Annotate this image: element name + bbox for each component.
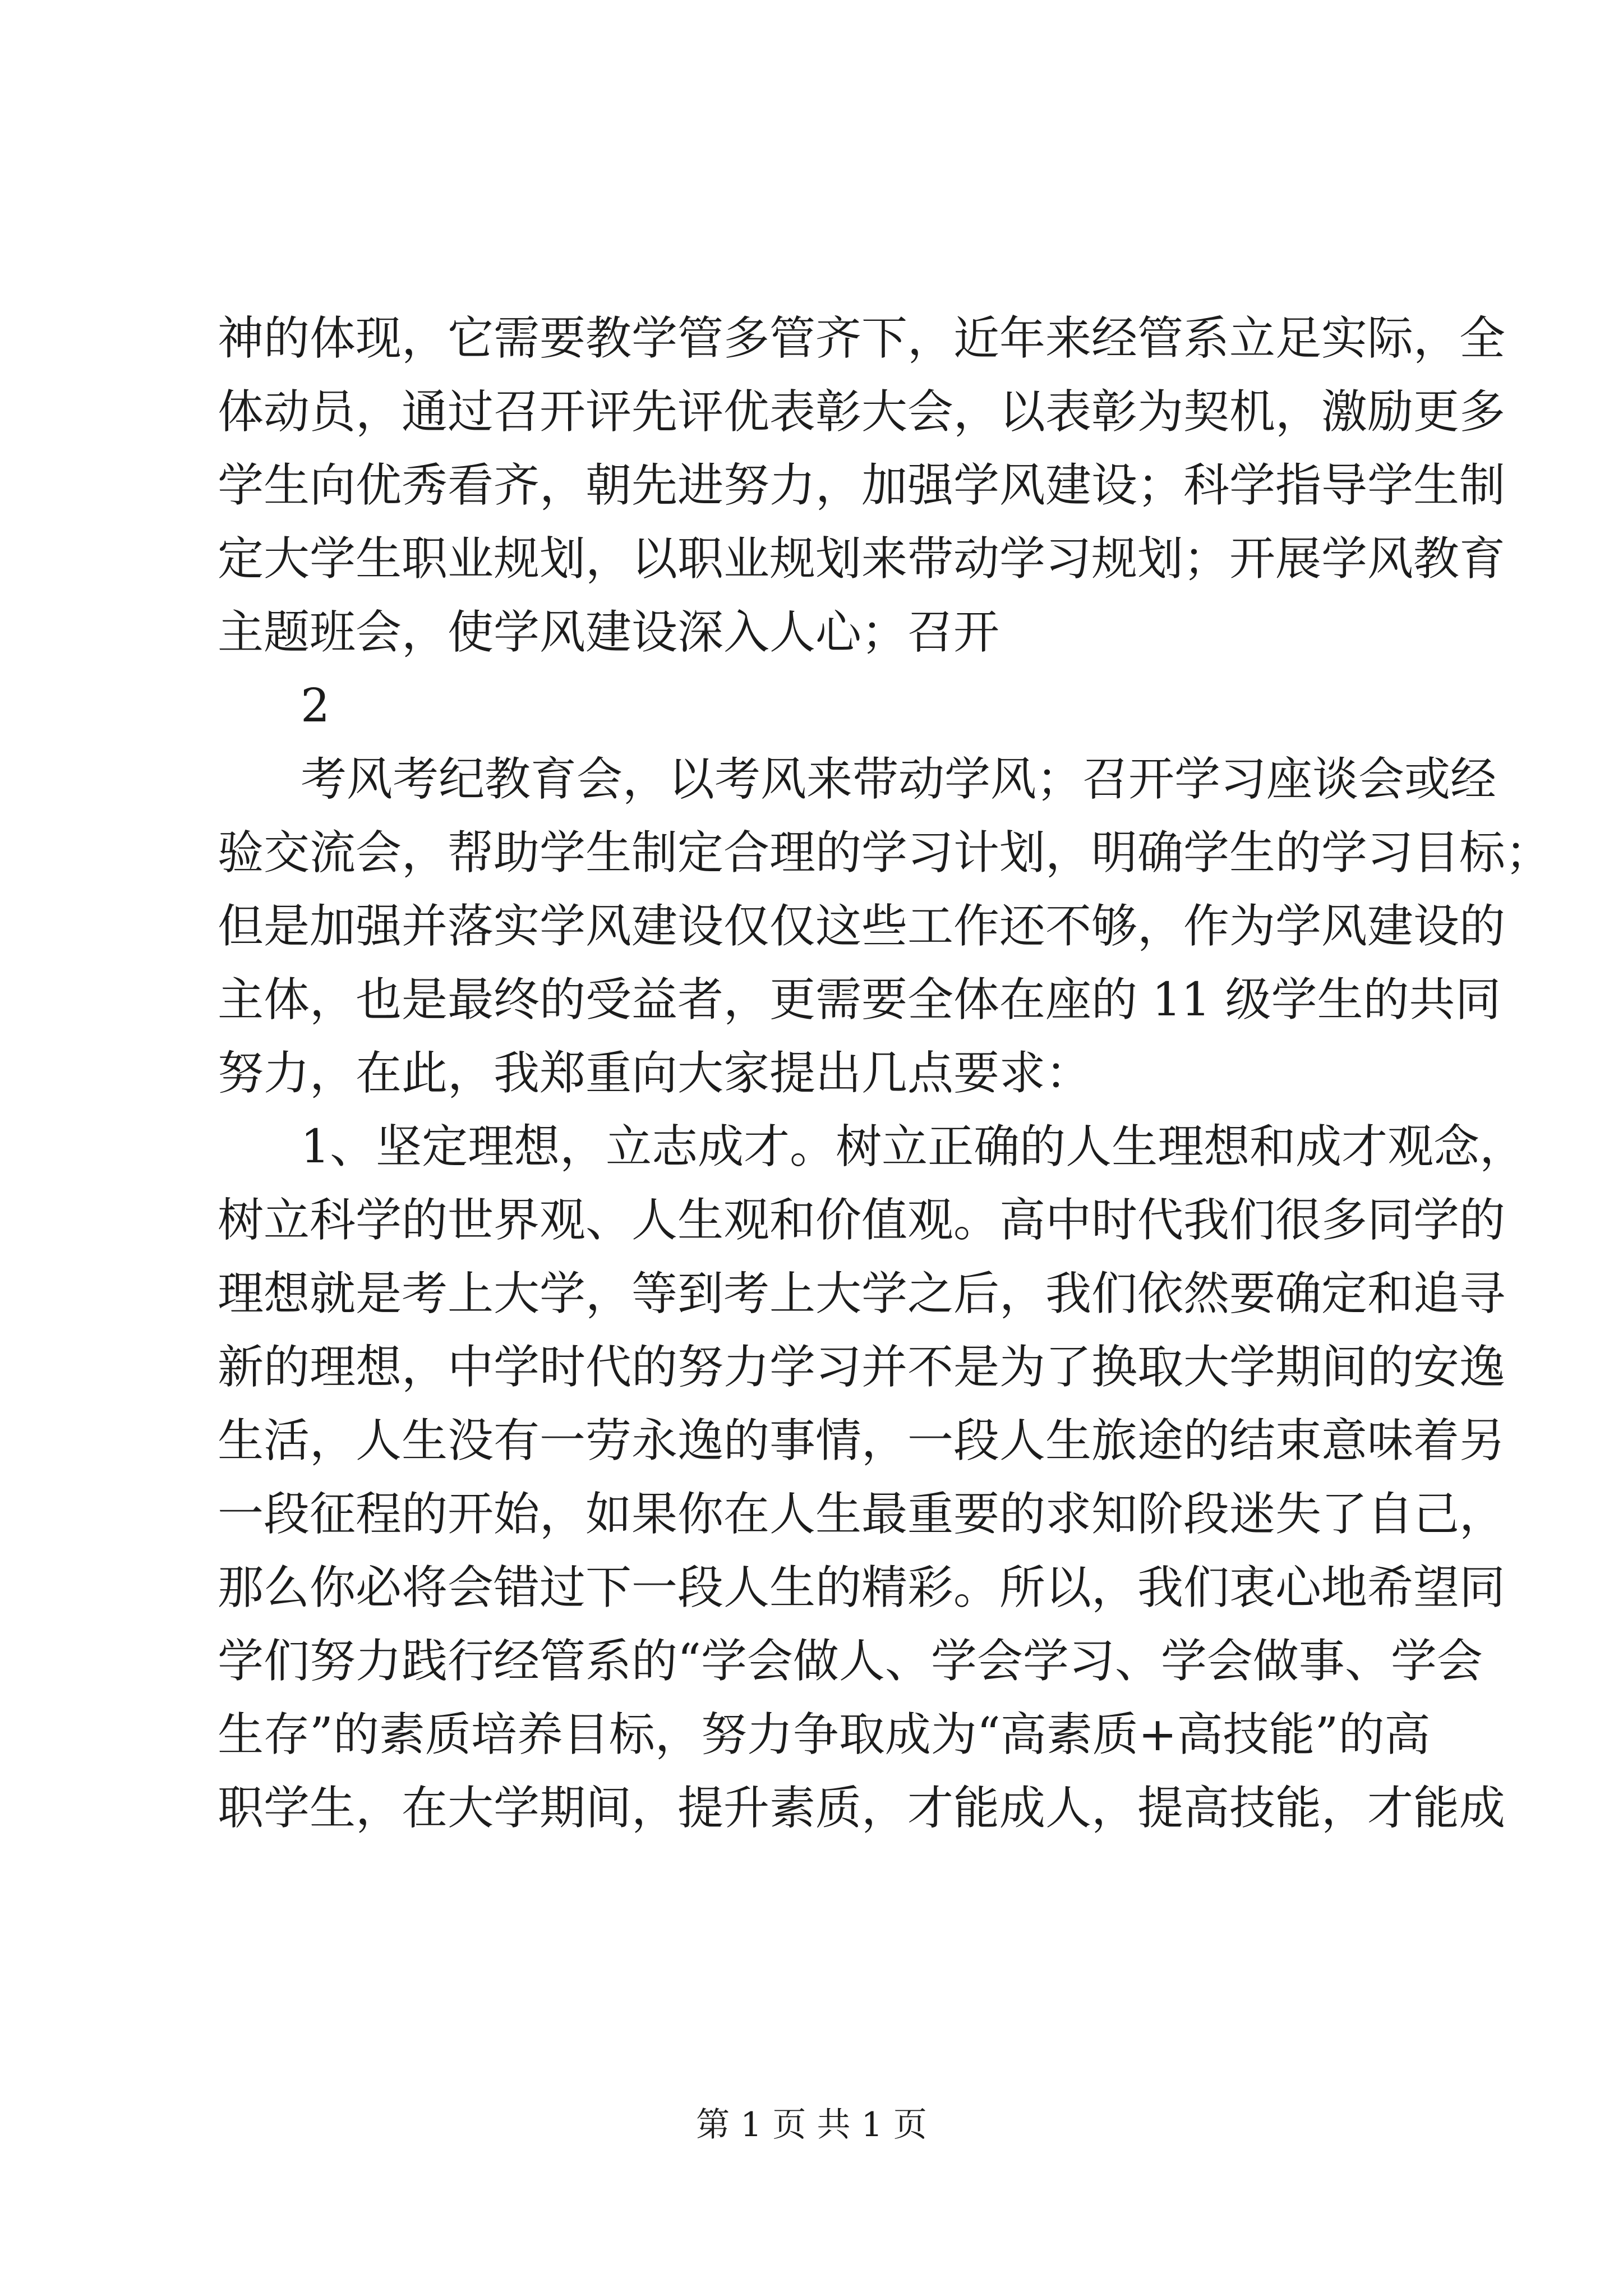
text-line: 主体，也是最终的受益者，更需要全体在座的 11 级学生的共同 [218, 973, 1501, 1027]
text-line: 定大学生职业规划，以职业规划来带动学习规划；开展学风教育 [218, 532, 1506, 586]
page-footer: 第 1 页 共 1 页 [696, 2105, 927, 2145]
inline-page-number: 2 [301, 679, 330, 733]
text-line: 体动员，通过召开评先评优表彰大会，以表彰为契机，激励更多 [218, 385, 1506, 439]
text-line: 一段征程的开始，如果你在人生最重要的求知阶段迷失了自己， [218, 1488, 1506, 1541]
text-line: 理想就是考上大学，等到考上大学之后，我们依然要确定和追寻 [218, 1267, 1506, 1320]
text-line: 新的理想，中学时代的努力学习并不是为了换取大学期间的安逸 [218, 1341, 1506, 1394]
text-line: 但是加强并落实学风建设仅仅这些工作还不够，作为学风建设的 [218, 900, 1506, 953]
text-line: 学们努力践行经管系的“学会做人、学会学习、学会做事、学会 [218, 1635, 1483, 1688]
text-line: 生存”的素质培养目标，努力争取成为“高素质+高技能”的高 [218, 1708, 1431, 1761]
text-line: 主题班会，使学风建设深入人心；召开 [218, 606, 1000, 659]
text-line: 树立科学的世界观、人生观和价值观。高中时代我们很多同学的 [218, 1194, 1506, 1247]
text-line: 职学生，在大学期间，提升素质，才能成人，提高技能，才能成 [218, 1782, 1506, 1835]
text-line: 学生向优秀看齐，朝先进努力，加强学风建设；科学指导学生制 [218, 459, 1506, 512]
text-line: 验交流会，帮助学生制定合理的学习计划，明确学生的学习目标； [218, 826, 1552, 880]
text-line: 神的体现，它需要教学管多管齐下，近年来经管系立足实际，全 [218, 312, 1506, 365]
text-line: 1、坚定理想，立志成才。树立正确的人生理想和成才观念， [301, 1120, 1526, 1174]
text-line: 努力，在此，我郑重向大家提出几点要求： [218, 1047, 1092, 1100]
text-line: 那么你必将会错过下一段人生的精彩。所以，我们衷心地希望同 [218, 1561, 1506, 1614]
text-line: 考风考纪教育会，以考风来带动学风；召开学习座谈会或经 [301, 753, 1497, 806]
text-line: 生活，人生没有一劳永逸的事情，一段人生旅途的结束意味着另 [218, 1414, 1506, 1467]
